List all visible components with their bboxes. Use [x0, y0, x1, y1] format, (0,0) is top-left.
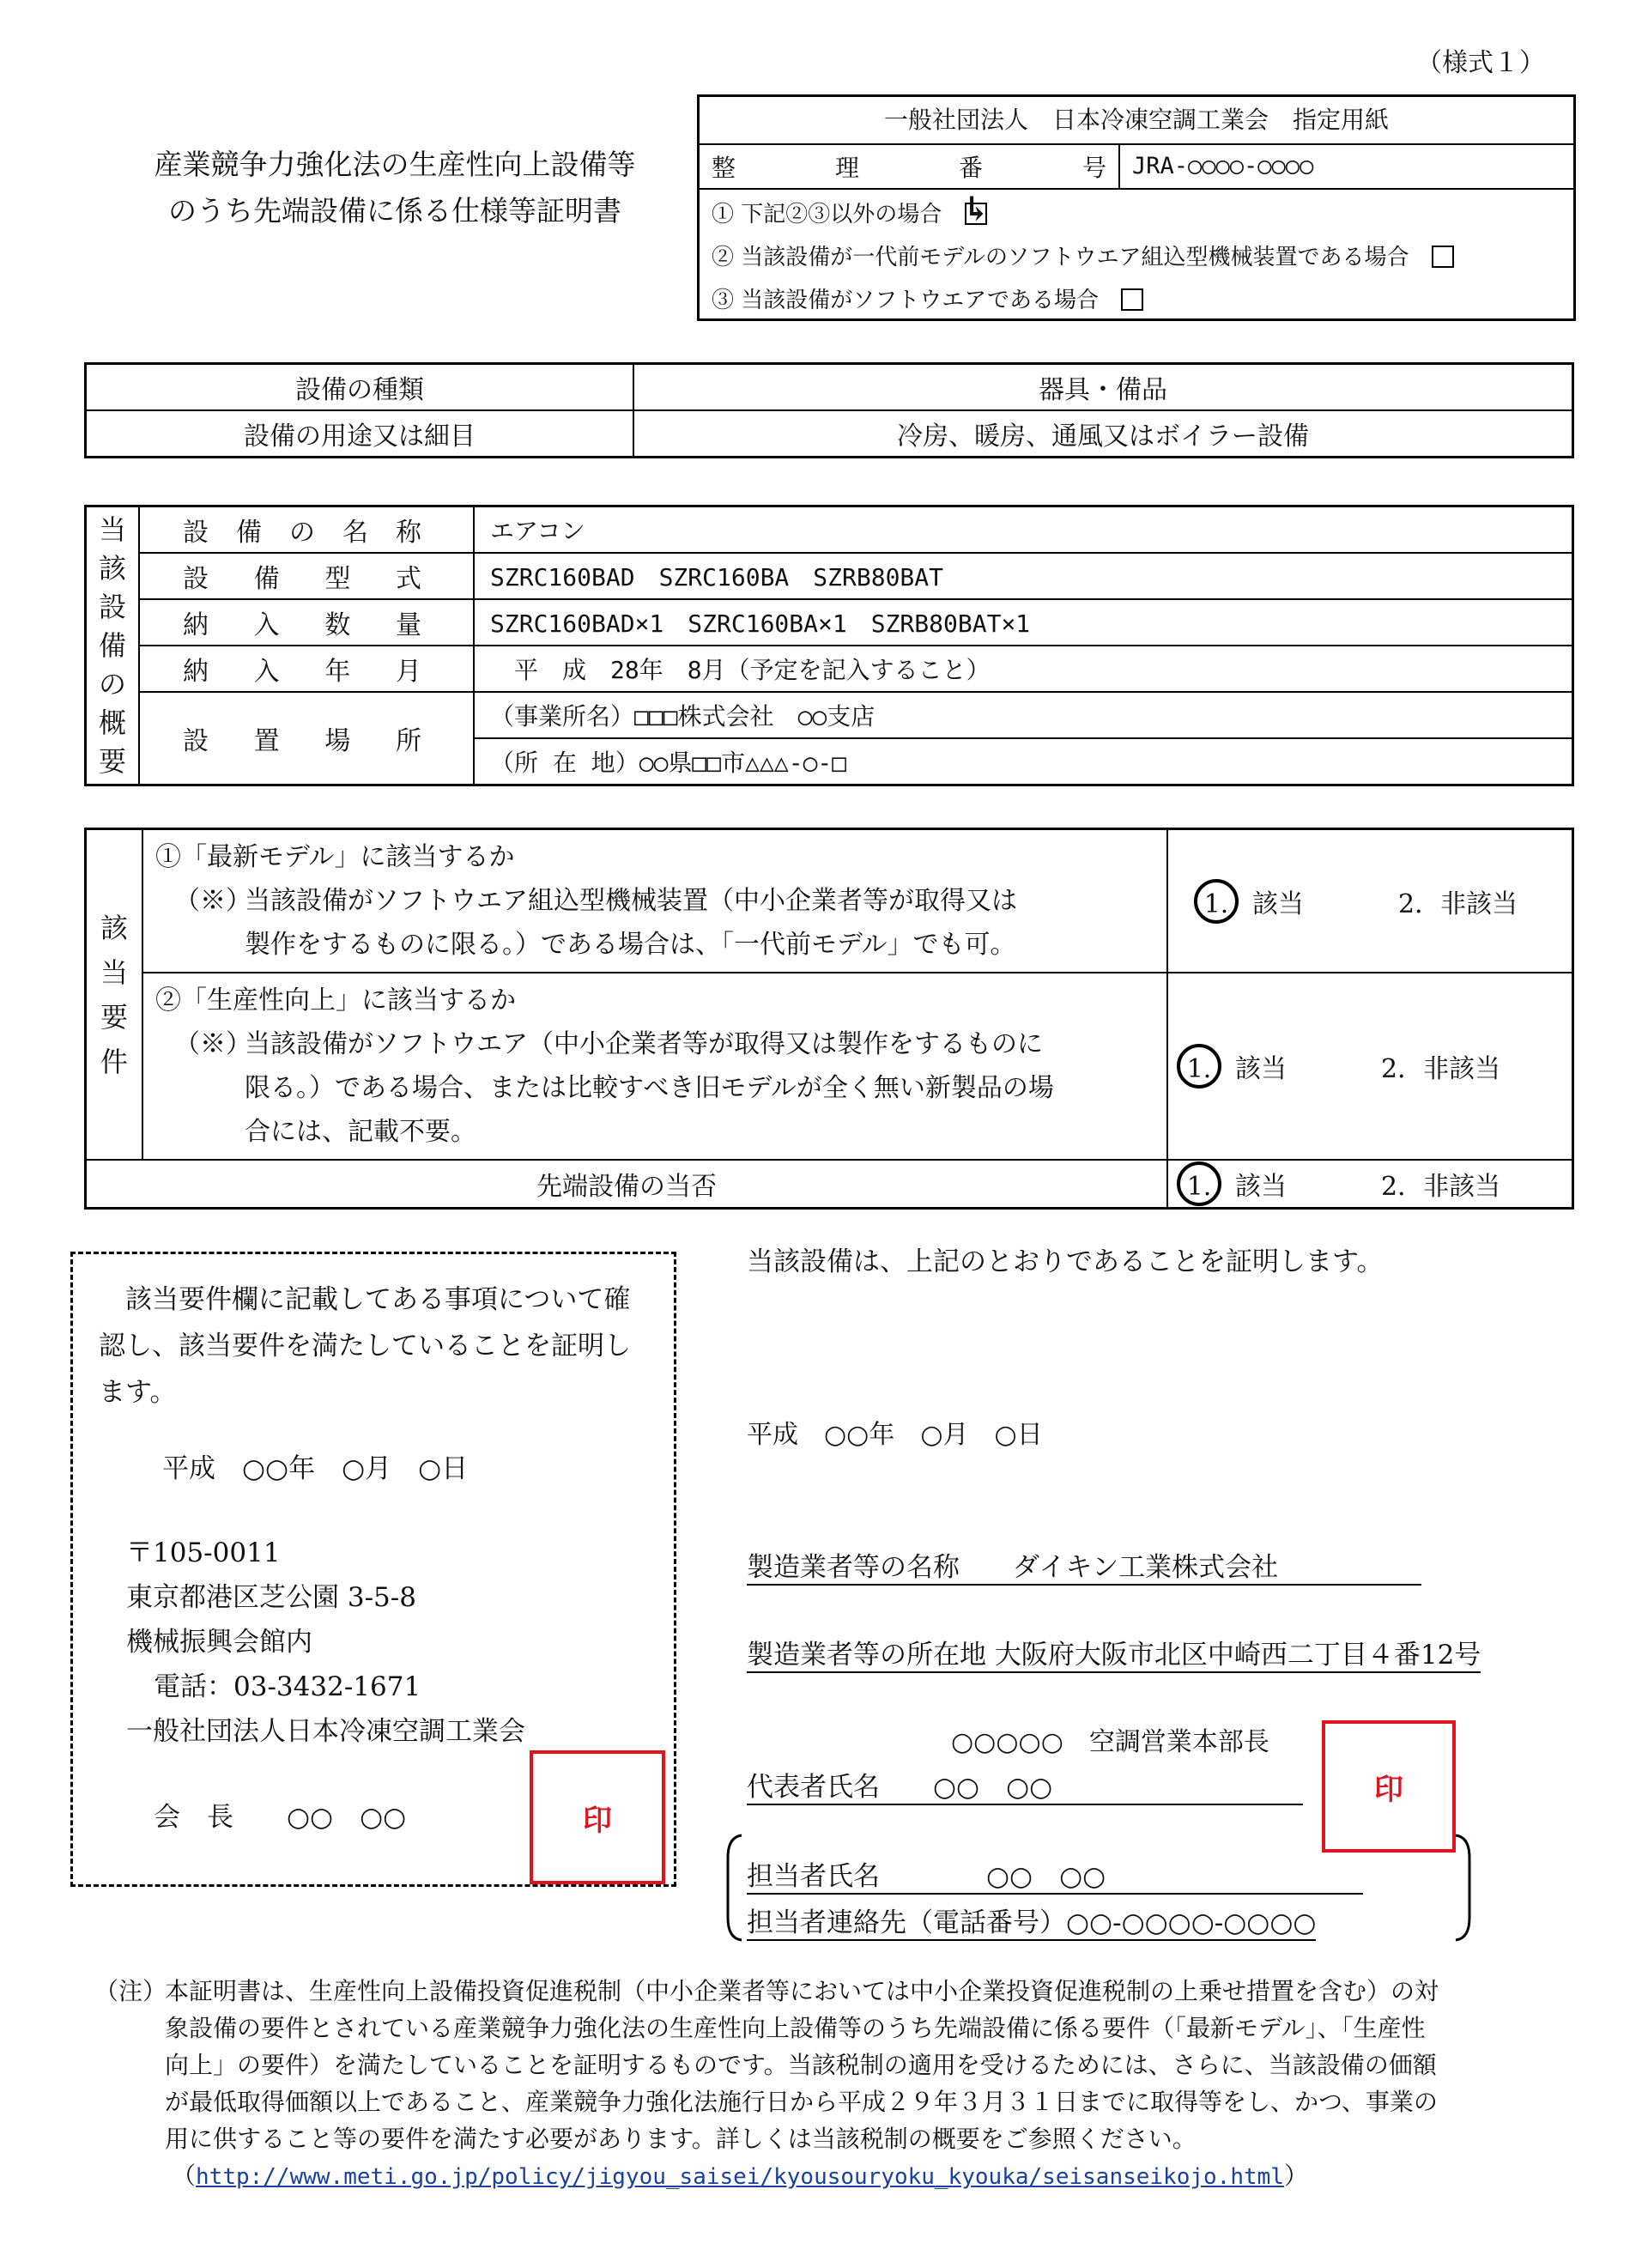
installation-location-label: [139, 692, 474, 785]
side-label-char: 備: [98, 628, 126, 662]
association-chair: 会 長 ○○ ○○: [154, 1802, 407, 1833]
delivery-quantity-value: SZRC160BAD×1 SZRC160BA×1 SZRB80BAT×1: [474, 599, 1573, 646]
note-line: 限る。）である場合、または比較すべき旧モデルが全く無い新製品の場: [245, 1073, 1054, 1103]
side-label-char: 当: [100, 955, 128, 989]
label-char: 所: [395, 726, 421, 756]
jra-number-label-char: 理: [834, 154, 859, 182]
label-char: 備: [253, 564, 280, 594]
requirement-note: [155, 1022, 1154, 1154]
advanced-equipment-label: 先端設備の当否: [86, 1160, 1168, 1209]
association-seal-stamp: 印: [530, 1750, 665, 1884]
side-label-char: 概: [98, 706, 126, 739]
association-phone: 電話：03-3432-1671: [154, 1671, 421, 1702]
manufacturer-address: 製造業者等の所在地 大阪府大阪市北区中崎西二丁目４番12号: [747, 1633, 1481, 1673]
requirement-note: [155, 879, 1154, 967]
equipment-model-value: SZRC160BAD SZRC160BA SZRB80BAT: [474, 553, 1573, 599]
footnote-line: 向上」の要件）を満たしていることを証明するものです。当該税制の適用を受けるためには、さらに、当該設備の価額: [165, 2051, 1437, 2079]
label-char: 場: [324, 726, 351, 756]
contact-phone: 担当者連絡先（電話番号）○○-○○○○-○○○○: [747, 1901, 1316, 1941]
side-label-char: 当: [98, 512, 126, 546]
footnote-line: が最低取得価額以上であること、産業競争力強化法施行日から平成２９年３月３１日までに取得等をし、かつ、事業の: [165, 2088, 1438, 2116]
label-char: 置: [253, 726, 280, 756]
jra-number-value: JRA-○○○○-○○○○: [1132, 153, 1314, 179]
contact-person-name: 担当者氏名 ○○ ○○: [747, 1854, 1363, 1895]
selected-circle-icon: 1.: [1177, 1044, 1221, 1089]
association-address-2: 機械振興会館内: [126, 1627, 312, 1658]
manufacturer-statement: 当該設備は、上記のとおりであることを証明します。: [747, 1246, 1384, 1277]
association-certification-box: [70, 1252, 676, 1887]
jra-option-3-text: ③ 当該設備がソフトウエアである場合: [712, 288, 1100, 313]
equipment-overview-table: [84, 505, 1574, 786]
location-address-value: （所 在 地）○○県□□市△△△-○-□: [474, 738, 1573, 785]
side-label-char: 要: [100, 1000, 128, 1034]
document-title: [129, 142, 661, 234]
association-postal: 〒105-0011: [126, 1537, 281, 1568]
label-char: 型: [324, 564, 351, 594]
label-char: 称: [396, 518, 421, 548]
label-char: 納: [183, 610, 209, 640]
note-line: 当該設備がソフトウエア（中小企業者等が取得又は製作をするものに: [245, 1029, 1043, 1059]
answer-no: 2．非該当: [1398, 888, 1518, 919]
label-char: 備: [236, 518, 262, 548]
table-row: [86, 1160, 1573, 1209]
requirements-side-label: [86, 829, 143, 1161]
label-char: 入: [253, 657, 280, 687]
table-row: [86, 506, 1573, 554]
jra-option-3-checkbox[interactable]: [1121, 288, 1143, 311]
footnote-mark: （注）: [94, 1977, 167, 2005]
jra-number-label-char: 整: [712, 154, 736, 182]
label-char: 設: [183, 564, 209, 594]
note-mark: （※）: [174, 886, 251, 916]
table-row: [86, 410, 1573, 458]
meti-policy-link[interactable]: http://www.meti.go.jp/policy/jigyou_saisei/kyousouryoku_kyouka/seisanseikojo.html: [196, 2164, 1284, 2190]
answer-no: 2．非該当: [1381, 1054, 1501, 1084]
side-label-char: 設: [98, 590, 126, 623]
table-row: [86, 692, 1573, 738]
delivery-date-value: 平 成 28年 8月（予定を記入すること）: [474, 646, 1573, 692]
table-row: [86, 973, 1573, 1160]
label-char: 名: [342, 518, 368, 548]
jra-header: 一般社団法人 日本冷凍空調工業会 指定用紙: [700, 97, 1573, 145]
footnote-line: 本証明書は、生産性向上設備投資促進税制（中小企業者等においては中小企業投資促進税制の上乗せ措置を含む）の対: [165, 1977, 1439, 2005]
requirements-table: [84, 828, 1574, 1210]
category-use-label: 設備の用途又は細目: [86, 410, 634, 458]
label-char: 設: [183, 726, 209, 756]
document-title-line-1: 産業競争力強化法の生産性向上設備等: [154, 148, 636, 181]
label-char: 量: [395, 610, 421, 640]
jra-option-1-checkbox[interactable]: [962, 189, 991, 227]
requirement-productivity: [142, 973, 1167, 1160]
check-mark-icon: ↳: [962, 189, 991, 227]
footnote-link-line: [94, 2157, 1579, 2196]
equipment-model-label: [139, 553, 474, 599]
location-office-value: （事業所名）□□□株式会社 ○○支店: [474, 692, 1573, 738]
equipment-category-table: [84, 362, 1574, 458]
delivery-quantity-label: [139, 599, 474, 646]
table-row: [86, 553, 1573, 599]
overview-side-label: [86, 506, 140, 785]
link-paren: ）: [1283, 2162, 1308, 2190]
document-title-line-2: のうち先端設備に係る仕様等証明書: [168, 194, 621, 227]
manufacturer-name: 製造業者等の名称 ダイキン工業株式会社: [747, 1545, 1421, 1586]
footnote: [94, 1973, 1579, 2196]
answer-advanced-equipment[interactable]: [1167, 1160, 1573, 1209]
table-row: [86, 646, 1573, 692]
association-date: 平成 ○○年 ○月 ○日: [162, 1453, 469, 1484]
manufacturer-date: 平成 ○○年 ○月 ○日: [747, 1420, 1043, 1450]
side-label-char: の: [98, 667, 126, 700]
answer-yes: 該当: [1235, 1054, 1287, 1084]
selected-circle-icon: 1.: [1194, 879, 1239, 924]
note-mark: （※）: [174, 1029, 251, 1059]
jra-option-2-checkbox[interactable]: [1432, 246, 1454, 268]
label-char: の: [289, 518, 315, 548]
footnote-line: 象設備の要件とされている産業競争力強化法の生産性向上設備等のうち先端設備に係る要件（「最新モデル」、「生産性: [165, 2014, 1426, 2042]
jra-option-1-text: ① 下記②③以外の場合: [712, 202, 942, 227]
jra-option-1: [700, 189, 1573, 236]
label-char: 式: [395, 564, 421, 594]
label-char: 入: [253, 610, 280, 640]
jra-designation-box: [697, 94, 1576, 321]
note-line: 製作をするものに限る。）である場合は、「一代前モデル」でも可。: [245, 930, 1016, 960]
answer-yes: 該当: [1235, 1172, 1287, 1202]
note-line: 合には、記載不要。: [245, 1117, 476, 1147]
jra-number-label-char: 号: [1082, 154, 1106, 182]
side-label-char: 件: [100, 1045, 128, 1078]
table-row: [86, 599, 1573, 646]
jra-number-label-char: 番: [958, 154, 983, 182]
side-label-char: 該: [98, 551, 126, 585]
label-char: 月: [395, 657, 421, 687]
note-line: 当該設備がソフトウエア組込型機械装置（中小企業者等が取得又は: [245, 886, 1017, 916]
category-use-value: 冷房、暖房、通風又はボイラー設備: [633, 410, 1573, 458]
selected-circle-icon: 1.: [1177, 1161, 1221, 1206]
jra-option-2: [700, 236, 1573, 279]
answer-no: 2．非該当: [1381, 1172, 1501, 1202]
table-row: [86, 829, 1573, 973]
footnote-line: 用に供すること等の要件を満たす必要があります。詳しくは当該税制の概要をご参照ください。: [165, 2125, 1197, 2153]
jra-number-label: [700, 145, 1120, 188]
category-type-value: 器具・備品: [633, 364, 1573, 411]
link-paren: （: [172, 2162, 197, 2190]
equipment-name-value: エアコン: [474, 506, 1573, 554]
table-row: [86, 364, 1573, 411]
association-org: 一般社団法人日本冷凍空調工業会: [126, 1716, 525, 1747]
representative-name: 代表者氏名 ○○ ○○: [747, 1765, 1303, 1805]
answer-yes: 該当: [1252, 888, 1304, 919]
category-type-label: 設備の種類: [86, 364, 634, 411]
delivery-date-label: [139, 646, 474, 692]
answer-latest-model[interactable]: [1167, 829, 1573, 973]
requirement-question: ②「生産性向上」に該当するか: [155, 985, 516, 1016]
label-char: 年: [324, 657, 351, 687]
requirement-latest-model: [142, 829, 1167, 973]
association-statement: 該当要件欄に記載してある事項について確認し、該当要件を満たしていることを証明します。: [99, 1284, 631, 1408]
requirement-question: ①「最新モデル」に該当するか: [155, 842, 515, 872]
label-char: 納: [183, 657, 209, 687]
label-char: 設: [183, 518, 209, 548]
label-char: 数: [324, 610, 351, 640]
jra-option-2-text: ② 当該設備が一代前モデルのソフトウエア組込型機械装置である場合: [712, 245, 1409, 270]
association-address-1: 東京都港区芝公園 3-5-8: [126, 1582, 416, 1613]
answer-productivity[interactable]: [1167, 973, 1573, 1160]
jra-option-3: [700, 279, 1573, 322]
side-label-char: 該: [100, 911, 128, 944]
side-label-char: 要: [98, 744, 126, 778]
form-number: （様式１）: [1416, 48, 1545, 78]
representative-title: ○○○○○ 空調営業本部長: [951, 1727, 1269, 1757]
jra-number-row: [700, 145, 1573, 190]
manufacturer-seal-stamp: 印: [1322, 1720, 1456, 1853]
equipment-name-label: [139, 506, 474, 554]
